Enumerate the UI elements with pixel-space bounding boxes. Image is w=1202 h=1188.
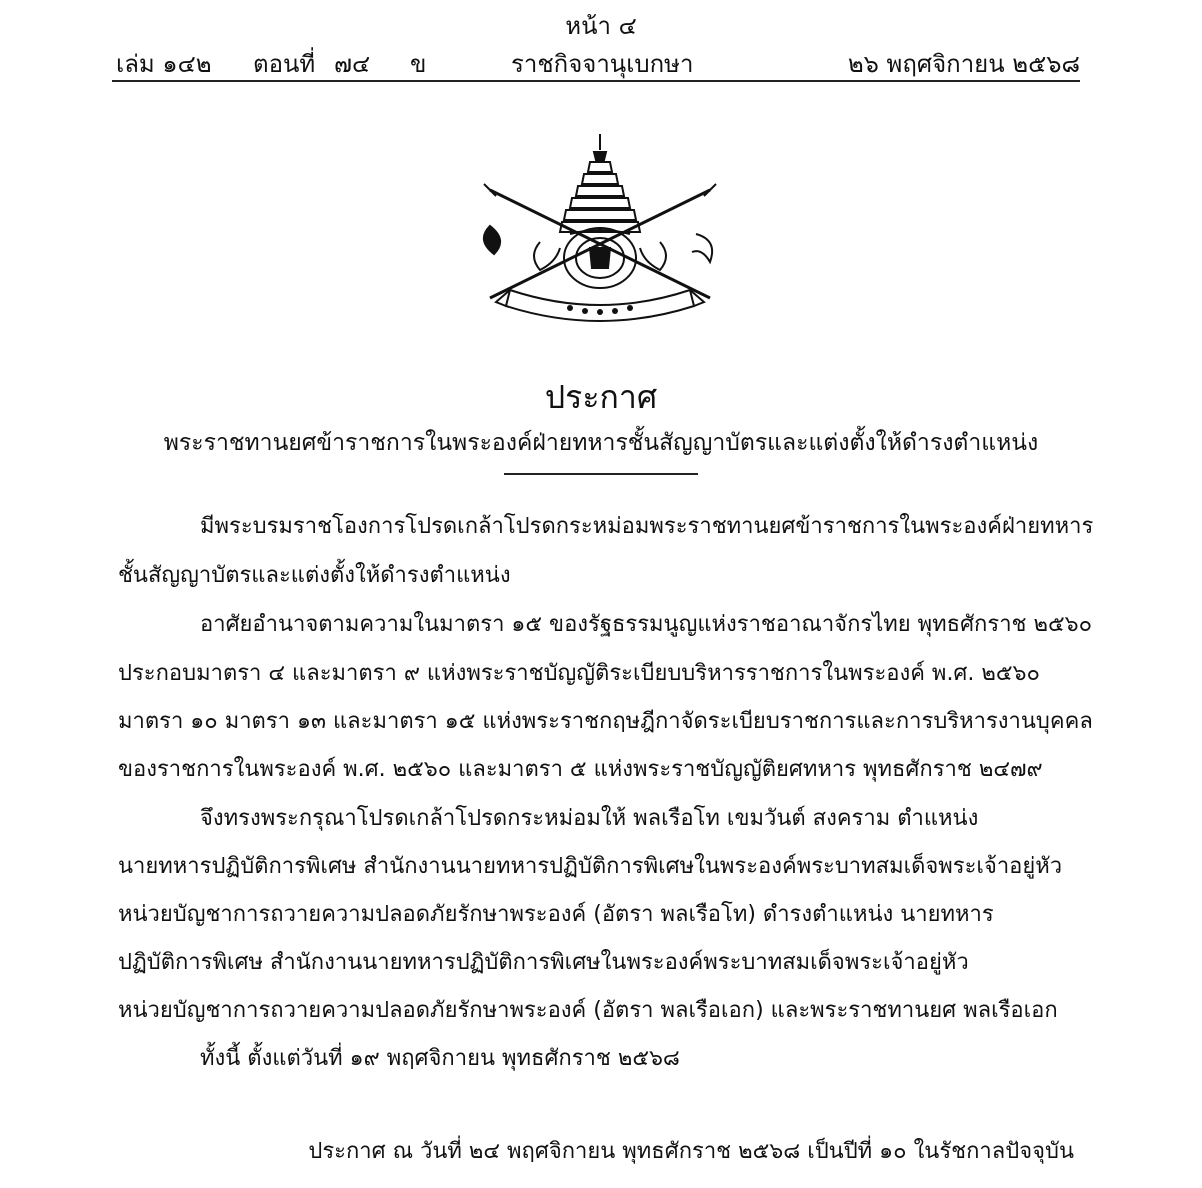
gazette-name: ราชกิจจานุเบกษา xyxy=(511,50,694,78)
body-line-9: หน่วยบัญชาการถวายความปลอดภัยรักษาพระองค์ (อัตรา พลเรือโท) ดำรงตำแหน่ง นายทหาร xyxy=(118,902,994,927)
announcement-title: ประกาศ xyxy=(544,378,658,416)
gazette-issue-label: ตอนที่ xyxy=(253,50,316,78)
body-line-4: ประกอบมาตรา ๔ และมาตรา ๙ แห่งพระราชบัญญัติระเบียบบริหารราชการในพระองค์ พ.ศ. ๒๕๖๐ xyxy=(118,661,1040,686)
body-line-1: มีพระบรมราชโองการโปรดเกล้าโปรดกระหม่อมพระราชทานยศข้าราชการในพระองค์ฝ่ายทหาร xyxy=(200,514,1094,539)
announcement-subtitle: พระราชทานยศข้าราชการในพระองค์ฝ่ายทหารชั้นสัญญาบัตรและแต่งตั้งให้ดำรงตำแหน่ง xyxy=(163,430,1039,456)
body-line-10: ปฏิบัติการพิเศษ สำนักงานนายทหารปฏิบัติการพิเศษในพระองค์พระบาทสมเด็จพระเจ้าอยู่หัว xyxy=(118,950,969,975)
header-divider xyxy=(112,80,1080,82)
announcement-date-line: ประกาศ ณ วันที่ ๒๔ พฤศจิกายน พุทธศักราช ๒๕๖๘ เป็นปีที่ ๑๐ ในรัชกาลปัจจุบัน xyxy=(308,1139,1074,1164)
body-line-6: ของราชการในพระองค์ พ.ศ. ๒๕๖๐ และมาตรา ๕ แห่งพระราชบัญญัติยศทหาร พุทธศักราช ๒๔๗๙ xyxy=(118,757,1043,782)
body-line-3: อาศัยอำนาจตามความในมาตรา ๑๕ ของรัฐธรรมนูญแห่งราชอาณาจักรไทย พุทธศักราช ๒๕๖๐ xyxy=(200,612,1093,637)
body-line-5: มาตรา ๑๐ มาตรา ๑๓ และมาตรา ๑๕ แห่งพระราชกฤษฎีกาจัดระเบียบราชการและการบริหารงานบุคคล xyxy=(118,709,1093,734)
gazette-section: ข xyxy=(410,50,427,78)
body-line-8: นายทหารปฏิบัติการพิเศษ สำนักงานนายทหารปฏิบัติการพิเศษในพระองค์พระบาทสมเด็จพระเจ้าอยู่หัว xyxy=(118,854,1063,879)
gazette-issue-number: ๗๔ xyxy=(334,50,371,78)
body-line-2: ชั้นสัญญาบัตรและแต่งตั้งให้ดำรงตำแหน่ง xyxy=(118,563,511,588)
gazette-volume: เล่ม ๑๔๒ xyxy=(116,50,212,78)
royal-cypher-emblem-icon xyxy=(470,130,730,330)
body-line-11: หน่วยบัญชาการถวายความปลอดภัยรักษาพระองค์ (อัตรา พลเรือเอก) และพระราชทานยศ พลเรือเอก xyxy=(118,998,1058,1023)
page-number: หน้า ๔ xyxy=(565,12,637,40)
title-divider xyxy=(504,473,698,475)
gazette-date: ๒๖ พฤศจิกายน ๒๕๖๘ xyxy=(847,50,1080,78)
body-line-7: จึงทรงพระกรุณาโปรดเกล้าโปรดกระหม่อมให้ พลเรือโท เขมวันต์ สงคราม ตำแหน่ง xyxy=(200,806,979,831)
body-line-12: ทั้งนี้ ตั้งแต่วันที่ ๑๙ พฤศจิกายน พุทธศักราช ๒๕๖๘ xyxy=(200,1046,680,1071)
